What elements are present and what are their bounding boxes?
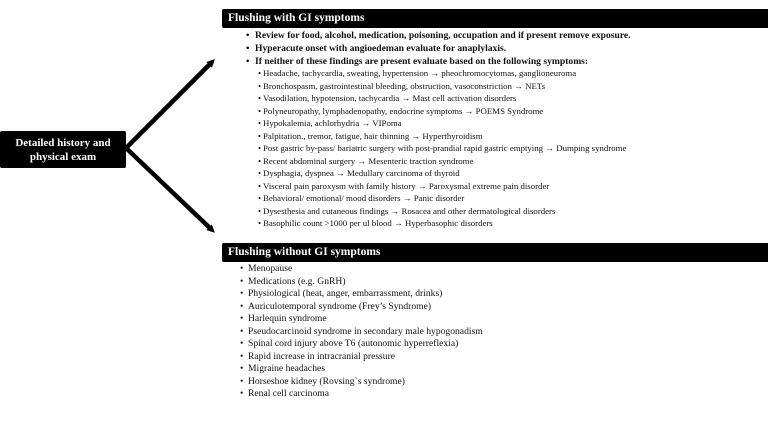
symptom-item: • Basophilic count >1000 per ul blood → Hyperbasophic disorders [258,217,626,230]
cause-item: • Horseshoe kidney (Rovsing`s syndrome) [240,376,483,389]
symptom-item: • Visceral pain paroxysm with family history → Paroxysmal extreme pain disorder [258,180,626,193]
gi-symptoms-header: Flushing with GI symptoms [222,9,768,28]
cause-item: • Menopause [240,263,483,276]
root-line-2: physical exam [29,150,97,163]
non-gi-cause-list [240,263,483,401]
non-gi-symptoms-header: Flushing without GI symptoms [222,243,768,262]
cause-item: • Migraine headaches [240,363,483,376]
symptom-item: • Hypokalemia, achlorhydria → VIPoma [258,117,626,130]
symptom-item: • Dysesthesia and cutaneous findings → Rosacea and other dermatological disorders [258,205,626,218]
cause-item: • Renal cell carcinoma [240,388,483,401]
arrow-to-non-gi-symptoms [126,148,212,230]
symptom-item: • Recent abdominal surgery → Mesenteric traction syndrome [258,155,626,168]
gi-symptom-list [258,67,626,230]
symptom-item: • Bronchospasm, gastrointestinal bleeding, obstruction, vasoconstriction → NETs [258,80,626,93]
cause-item: • Auriculotemporal syndrome (Frey’s Syndrome) [240,301,483,314]
symptom-item: • Polyneuropathy, lymphadenopathy, endocrine symptoms → POEMS Syndrome [258,105,626,118]
symptom-item: • Behavioral/ emotional/ mood disorders → Panic disorder [258,192,626,205]
symptom-item: • Post gastric by-pass/ bariatric surgery with post-prandial rapid gastric emptying → Dumping syndrome [258,142,626,155]
cause-item: • Physiological (heat, anger, embarrassment, drinks) [240,288,483,301]
symptom-item: • Headache, tachycardia, sweating, hypertension → pheochromocytomas, ganglioneuroma [258,67,626,80]
cause-item: • Medications (e.g. GnRH) [240,276,483,289]
cause-item: • Rapid increase in intracranial pressure [240,351,483,364]
cause-item: • Spinal cord injury above T6 (autonomic hyperreflexia) [240,338,483,351]
symptom-item: • Vasodilation, hypotension, tachycardia → Mast cell activation disorders [258,92,626,105]
root-line-1: Detailed history and [15,136,111,149]
cause-item: • Pseudocarcinoid syndrome in secondary male hypogonadism [240,326,483,339]
cause-item: • Harlequin syndrome [240,313,483,326]
gi-main-point: • Hyperacute onset with angioedeman evaluate for anaplylaxis. [246,42,631,55]
gi-main-points [246,29,631,68]
root-node-history-exam [0,131,126,168]
gi-main-point: • Review for food, alcohol, medication, poisoning, occupation and if present remove exposure. [246,29,631,42]
symptom-item: • Palpitation., tremor, fatigue, hair thinning → Hyperthyroidism [258,130,626,143]
gi-main-point: • If neither of these findings are present evaluate based on the following symptoms: [246,55,631,68]
symptom-item: • Dysphagia, dyspnea → Medullary carcinoma of thyroid [258,167,626,180]
arrow-to-gi-symptoms [126,62,212,148]
